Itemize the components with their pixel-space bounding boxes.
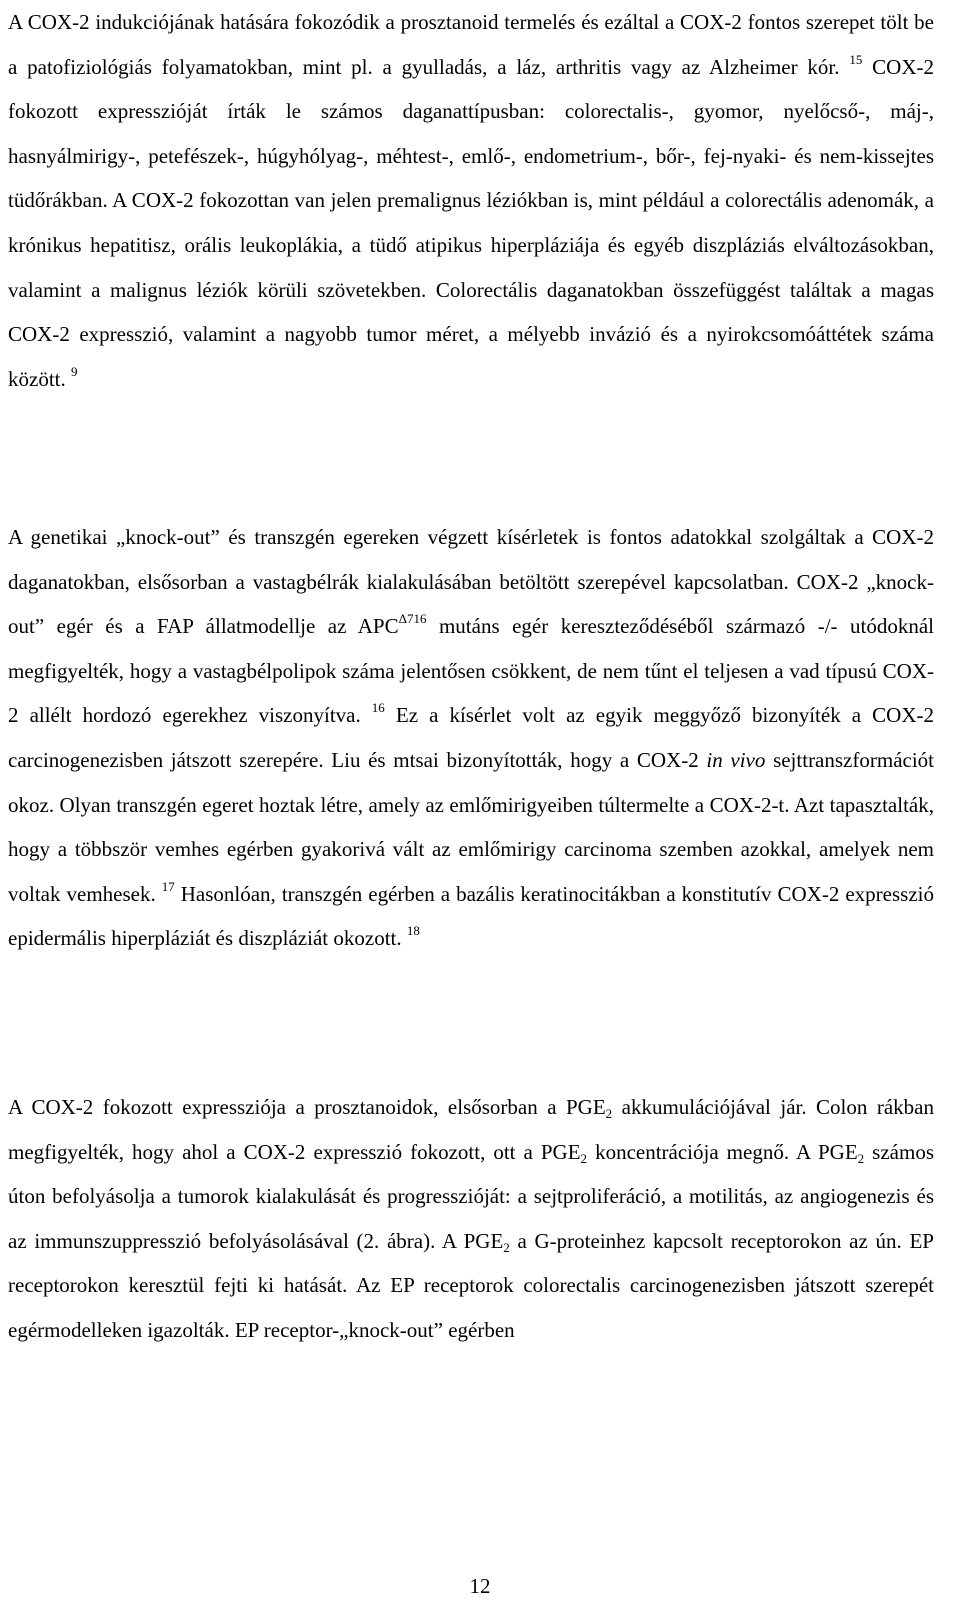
paragraph-knockout-experiments <box>8 515 934 961</box>
paragraph-cox2-induction <box>8 0 934 401</box>
page-number: 12 <box>469 1574 491 1598</box>
text-segment: Ez a kísérlet volt az egyik meggyőző bizonyíték a COX-2 carcinogenezisben játszott szerepére. Liu és mtsai bizonyították, hogy a COX-2 <box>8 703 934 772</box>
text-segment: Hasonlóan, transzgén egérben a bazális keratinocitákban a konstitutív COX-2 expresszió epidermális hiperpláziát és diszpláziát okozott. <box>8 881 934 951</box>
superscript: Δ716 <box>398 611 427 627</box>
text-segment: sejttranszformációt okoz. Olyan transzgén egeret hoztak létre, amely az emlőmirigyeiben túltermelte a COX-2-t. Azt tapasztalták, hogy a többször vemhes egérben gyakorivá vált az emlőmirigy carcinoma szemben azokkal, amelyek nem voltak vemhesek. <box>8 747 935 906</box>
superscript: 9 <box>71 363 78 379</box>
text-segment: A COX-2 fokozott expressziója a prosztanoidok, elsősorban a PGE <box>8 1095 606 1119</box>
text-segment: COX-2 fokozott expresszióját írták le számos daganattípusban: colorectalis-, gyomor, nyelőcső-, máj-, hasnyálmirigy-, petefészek-, húgyhólyag-, méhtest-, emlő-, endometrium-, bőr-, fej-nyaki- és nem-kissejtes tüdőrákban. A COX-2 fokozottan van jelen premalignus léziókban is, mint például a colorectális adenomák, a krónikus hepatitisz, orális leukoplákia, a tüdő atipikus hiperpláziája és egyéb diszpláziás elváltozásokban, valamint a malignus léziók körüli szövetekben. Colorectális daganatokban összefüggést találtak a magas COX-2 expresszió, valamint a nagyobb tumor méret, a mélyebb invázió és a nyirokcsomóáttétek száma között. <box>8 54 934 391</box>
paragraph-pge2-accumulation <box>8 1085 934 1353</box>
superscript: 15 <box>849 51 863 67</box>
subscript: 2 <box>580 1150 588 1166</box>
text-segment: a G-proteinhez kapcsolt receptorokon az ún. EP receptorokon keresztül fejti ki hatását. Az EP receptorok colorectalis carcinogenezisben játszott szerepét egérmodelleken igazolták. EP receptor-„knock-out” egérben <box>8 1228 934 1342</box>
superscript: 16 <box>371 700 385 716</box>
superscript: 17 <box>161 878 175 894</box>
text-segment: mutáns egér kereszteződéséből származó -/- utódoknál megfigyelték, hogy a vastagbélpolipok száma jelentősen csökkent, de nem tűnt el teljesen a vad típusú COX-2 allélt hordozó egerekhez viszonyítva. <box>8 614 934 728</box>
superscript: 18 <box>406 923 420 939</box>
subscript: 2 <box>605 1106 613 1121</box>
text-segment: számos úton befolyásolja a tumorok kialakulását és progresszióját: a sejtproliferáció, a motilitás, az angiogenezis és az immunszuppresszió befolyásolásával (2. ábra). A PGE <box>8 1139 934 1253</box>
text-segment: A COX-2 indukciójának hatására fokozódik a prosztanoid termelés és ezáltal a COX-2 fontos szerepet tölt be a patofiziológiás folyamatokban, mint pl. a gyulladás, a láz, arthritis vagy az Alzheimer kór. <box>8 10 934 79</box>
italic-text: in vivo <box>706 747 766 772</box>
subscript: 2 <box>857 1150 865 1166</box>
text-segment: A genetikai „knock-out” és transzgén egereken végzett kísérletek is fontos adatokkal szolgáltak a COX-2 daganatokban, elsősorban a vastagbélrák kialakulásában betöltött szerepével kapcsolatban. COX-2 „knock-out” egér és a FAP állatmodellje az APC <box>8 525 934 639</box>
subscript: 2 <box>503 1239 510 1255</box>
text-segment: koncentrációja megnő. A PGE <box>587 1139 858 1164</box>
text-segment: akkumulációjával jár. Colon rákban megfigyelték, hogy ahol a COX-2 expresszió fokozott, ott a PGE <box>8 1095 934 1164</box>
